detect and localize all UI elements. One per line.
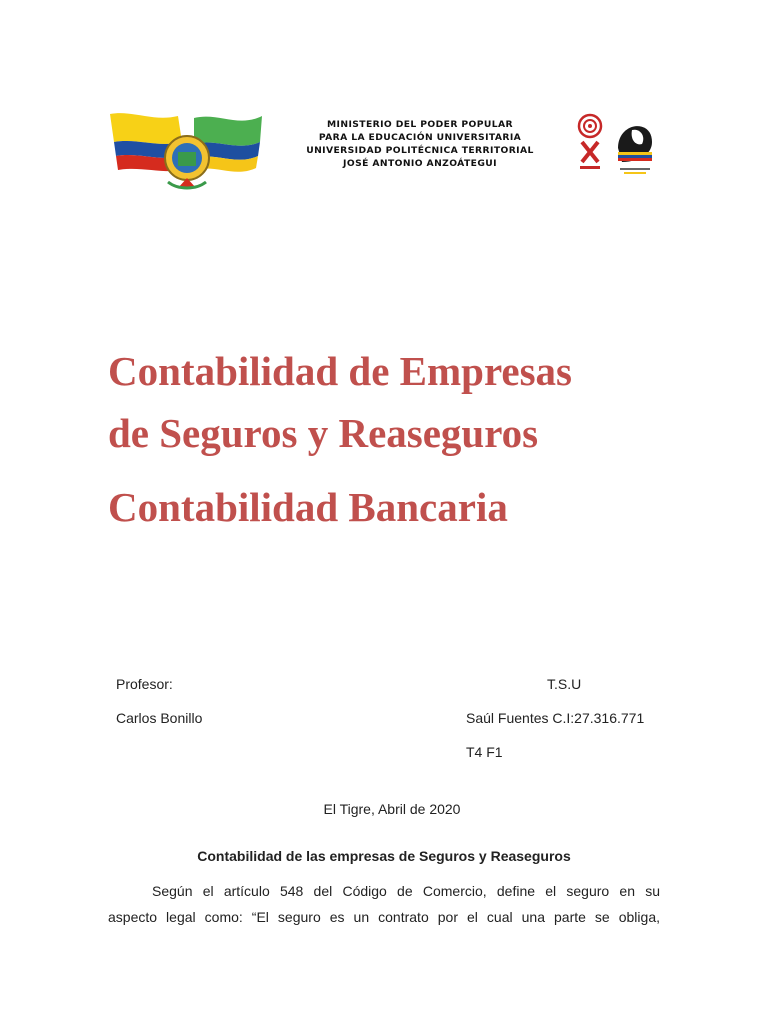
- section-heading: Contabilidad de las empresas de Seguros y Reaseguros: [197, 848, 571, 864]
- red-spiral-logo: [574, 112, 606, 174]
- place-date: El Tigre, Abril de 2020: [323, 801, 461, 817]
- header-line-3: UNIVERSIDAD POLITÉCNICA TERRITORIAL: [306, 145, 534, 156]
- student-name: Saúl Fuentes C.I:27.316.771: [466, 710, 645, 726]
- institution-header: [285, 118, 555, 170]
- header-line-2: PARA LA EDUCACIÓN UNIVERSITARIA: [318, 132, 522, 143]
- paragraph-line-1: Según el artículo 548 del Código de Comercio, define el seguro en su: [152, 883, 660, 899]
- profesor-name: Carlos Bonillo: [116, 710, 203, 726]
- title-line-3: Contabilidad Bancaria: [108, 484, 508, 530]
- university-crest-logo: [108, 108, 266, 194]
- title-line-1: Contabilidad de Empresas: [108, 348, 573, 394]
- profesor-label: Profesor:: [116, 676, 173, 692]
- header-line-1: MINISTERIO DEL PODER POPULAR: [327, 119, 513, 130]
- degree-label: T.S.U: [547, 676, 582, 692]
- paragraph-line-2: aspecto legal como: “El seguro es un contrato por el cual una parte se obliga,: [108, 909, 660, 925]
- title-line-2: de Seguros y Reaseguros: [108, 410, 539, 456]
- header-line-4: JOSÉ ANTONIO ANZOÁTEGUI: [343, 158, 497, 169]
- section-label: T4 F1: [466, 744, 503, 760]
- mision-sucre-logo: [614, 112, 656, 178]
